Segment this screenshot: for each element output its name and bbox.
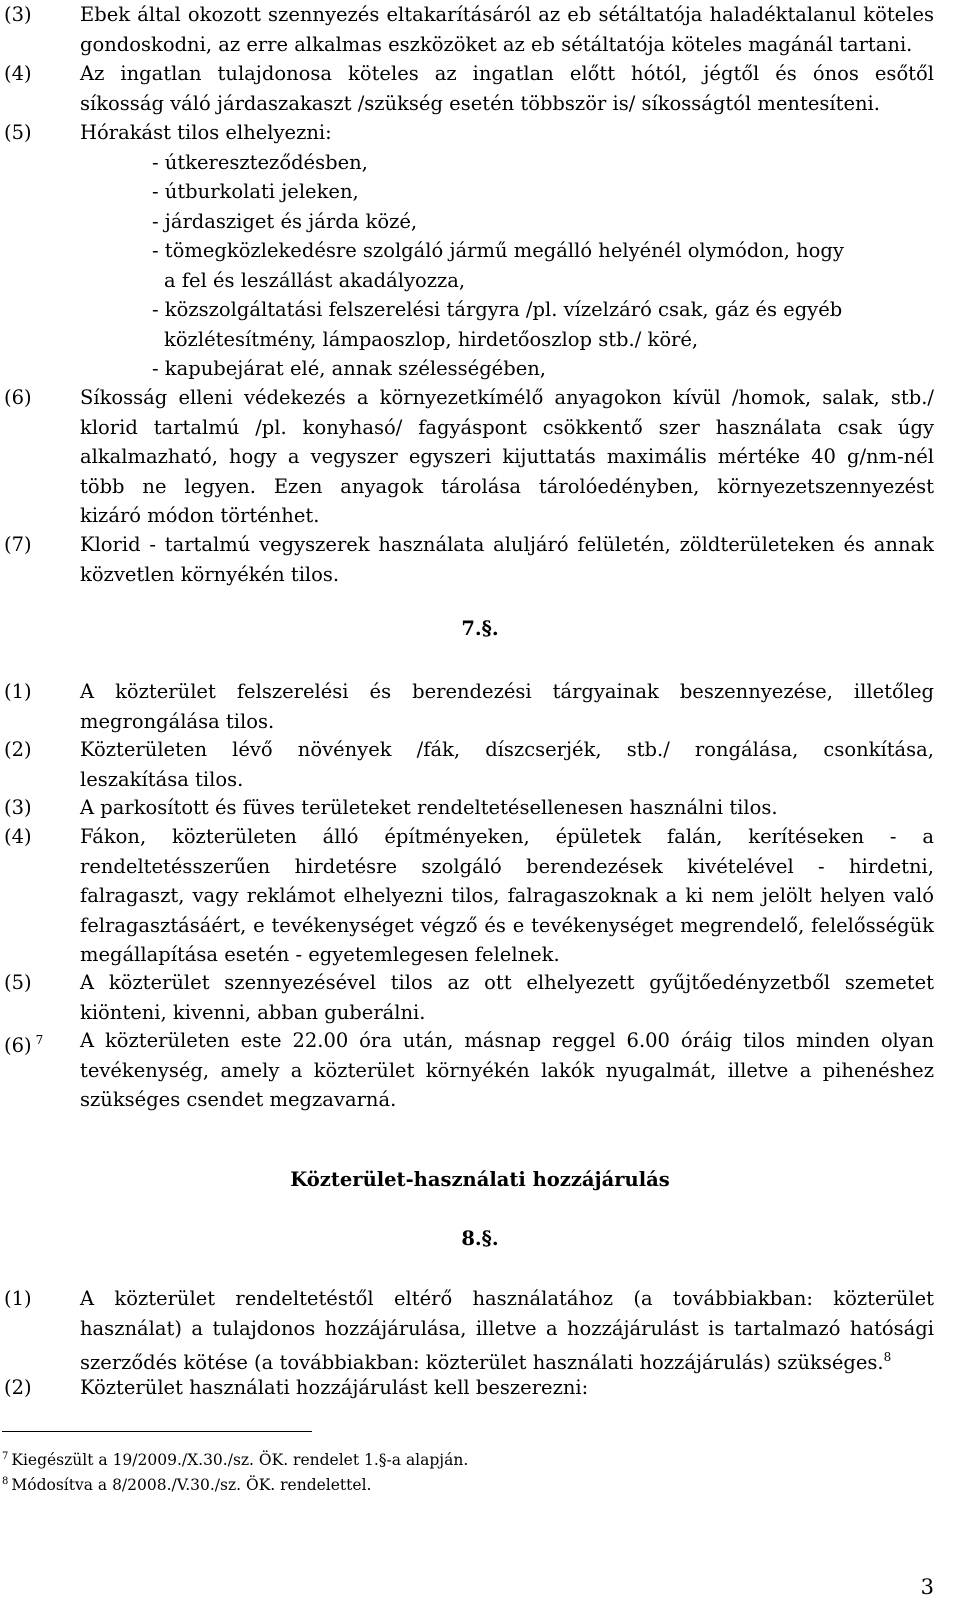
paragraph-number: (1) [4,1287,32,1310]
paragraph-number: (6) [4,386,32,409]
text-line: A közterület szennyezésével tilos az ott elhelyezett gyűjtőedényzetből szemetet [80,971,934,994]
text-line: használat) a tulajdonos hozzájárulása, illetve a hozzájárulást is tartalmazó hatósági [80,1316,934,1340]
text-line: leszakítása tilos. [80,767,244,791]
text-line: gondoskodni, az erre alkalmas eszközöket az eb sétáltatója köteles magánál tartani. [80,32,913,56]
text-line: tevékenység, amely a közterület környékén lakók nyugalmát, illetve a pihenéshez [80,1058,934,1082]
paragraph-7-2 [4,735,934,794]
text-line: Hórakást tilos elhelyezni: [80,121,332,144]
text-line: kizáró módon történhet. [80,504,320,527]
section-7-heading: 7.§. [461,617,499,640]
list-item-continuation: közlétesítmény, lámpaoszlop, hirdetőoszlop stb./ köré, [164,327,699,351]
list-item: - közszolgáltatási felszerelési tárgyra /pl. vízelzáró csak, gáz és egyéb [152,298,843,321]
paragraph-number: (7) [4,533,32,556]
text-line: falragaszt, vagy reklámot elhelyezni tilos, falragaszoknak a ki nem jelölt helyen való [80,884,934,907]
text-line-content: szerződés kötése (a továbbiakban: közterület használati hozzájárulás) szükséges. [80,1351,884,1374]
text-line: síkosság váló járdaszakaszt /szükség esetén többször is/ síkosságtól mentesíteni. [80,91,880,115]
text-line: közvetlen környékén tilos. [80,562,340,586]
paragraph-7-6 [4,1026,934,1115]
text-line: megállapítása esetén - egyetemlegesen felelnek. [80,943,560,966]
list-item: - útburkolati jeleken, [152,180,359,203]
text-line: Fákon, közterületen álló építményeken, épületek falán, kerítéseken - a [80,825,934,848]
paragraph-6-7 [4,530,934,589]
text-line: Közterületen lévő növények /fák, díszcserjék, stb./ rongálása, csonkítása, [80,738,934,761]
list-item: - járdasziget és járda közé, [152,209,418,233]
section-8-heading: 8.§. [461,1227,499,1250]
paragraph-7-3 [4,793,934,823]
footnote-ref[interactable]: 8 [883,1350,892,1364]
text-line: A közterület rendeltetéstől eltérő használatához (a továbbiakban: közterület [80,1287,934,1310]
list-item: - tömegközlekedésre szolgáló jármű megálló helyénél olymódon, hogy [152,239,844,262]
footnote-8 [2,1471,371,1496]
paragraph-number: (4) [4,825,32,848]
paragraph-6-5 [4,118,934,384]
paragraph-number: (3) [4,3,32,26]
paragraph-8-2 [4,1373,934,1403]
paragraph-number-text: (6) [4,1034,32,1057]
text-line: klorid tartalmú /pl. konyhasó/ fagyáspont csökkentő szer használata csak úgy [80,415,934,439]
paragraph-number: (1) [4,680,32,703]
paragraph-7-1 [4,677,934,736]
footnote-mark: 8 [2,1476,9,1487]
paragraph-number: (5) [4,121,32,144]
text-line: A közterületen este 22.00 óra után, másnap reggel 6.00 óráig tilos minden olyan [80,1029,934,1052]
text-line: több ne legyen. Ezen anyagok tárolása tárolóedényben, környezetszennyezést [80,474,934,498]
paragraph-number: (3) [4,796,32,819]
list-item: - kapubejárat elé, annak szélességében, [152,357,546,380]
text-line: felragasztásáért, e tevékenységet végző és e tevékenységet megrendelő, felelősségük [80,913,934,937]
paragraph-number [4,1026,74,1061]
paragraph-8-1 [4,1284,934,1378]
text-line: A közterület felszerelési és berendezési tárgyainak beszennyezése, illetőleg [80,680,934,703]
text-line: A parkosított és füves területeket rendeltetésellenesen használni tilos. [80,796,778,819]
text-line: Klorid - tartalmú vegyszerek használata aluljáró felületén, zöldterületeken és annak [80,533,934,556]
footnote-divider [2,1431,312,1432]
text-line: Síkosság elleni védekezés a környezetkímélő anyagokon kívül /homok, salak, stb./ [80,386,934,409]
footnote-text: Kiegészült a 19/2009./X.30./sz. ÖK. rendelet 1.§-a alapján. [11,1451,469,1469]
page-number: 3 [920,1575,934,1599]
paragraph-7-4 [4,822,934,970]
text-line: Ebek által okozott szennyezés eltakarításáról az eb sétáltatója haladéktalanul köteles [80,3,934,26]
paragraph-6-6 [4,383,934,531]
paragraph-number: (4) [4,62,32,85]
footnote-mark: 7 [2,1451,9,1462]
text-line: megrongálása tilos. [80,709,275,733]
paragraph-number: (2) [4,738,32,761]
paragraph-6-3 [4,0,934,59]
footnote-text: Módosítva a 8/2008./V.30./sz. ÖK. rendelettel. [11,1476,372,1494]
footnote-ref[interactable]: 7 [35,1033,44,1047]
paragraph-number: (2) [4,1376,32,1399]
paragraph-number: (5) [4,971,32,994]
text-line: kiönteni, kivenni, abban guberálni. [80,1000,426,1024]
footnote-7 [2,1446,468,1471]
paragraph-6-4 [4,59,934,118]
list-item: - útkereszteződésben, [152,150,368,174]
section-8-title: Közterület-használati hozzájárulás [290,1168,670,1191]
text-line: rendeltetésszerűen hirdetésre szolgáló berendezések kivételével - hirdetni, [80,854,934,878]
snow-placement-list [152,148,934,384]
text-line: szükséges csendet megzavarná. [80,1088,397,1111]
text-line: Az ingatlan tulajdonosa köteles az ingatlan előtt hótól, jégtől és ónos esőtől [80,62,934,85]
list-item-continuation: a fel és leszállást akadályozza, [164,268,466,292]
text-line: Közterület használati hozzájárulást kell beszerezni: [80,1376,589,1399]
paragraph-7-5 [4,968,934,1027]
text-line: alkalmazható, hogy a vegyszer egyszeri kijuttatás maximális mértéke 40 g/nm-nél [80,445,934,468]
